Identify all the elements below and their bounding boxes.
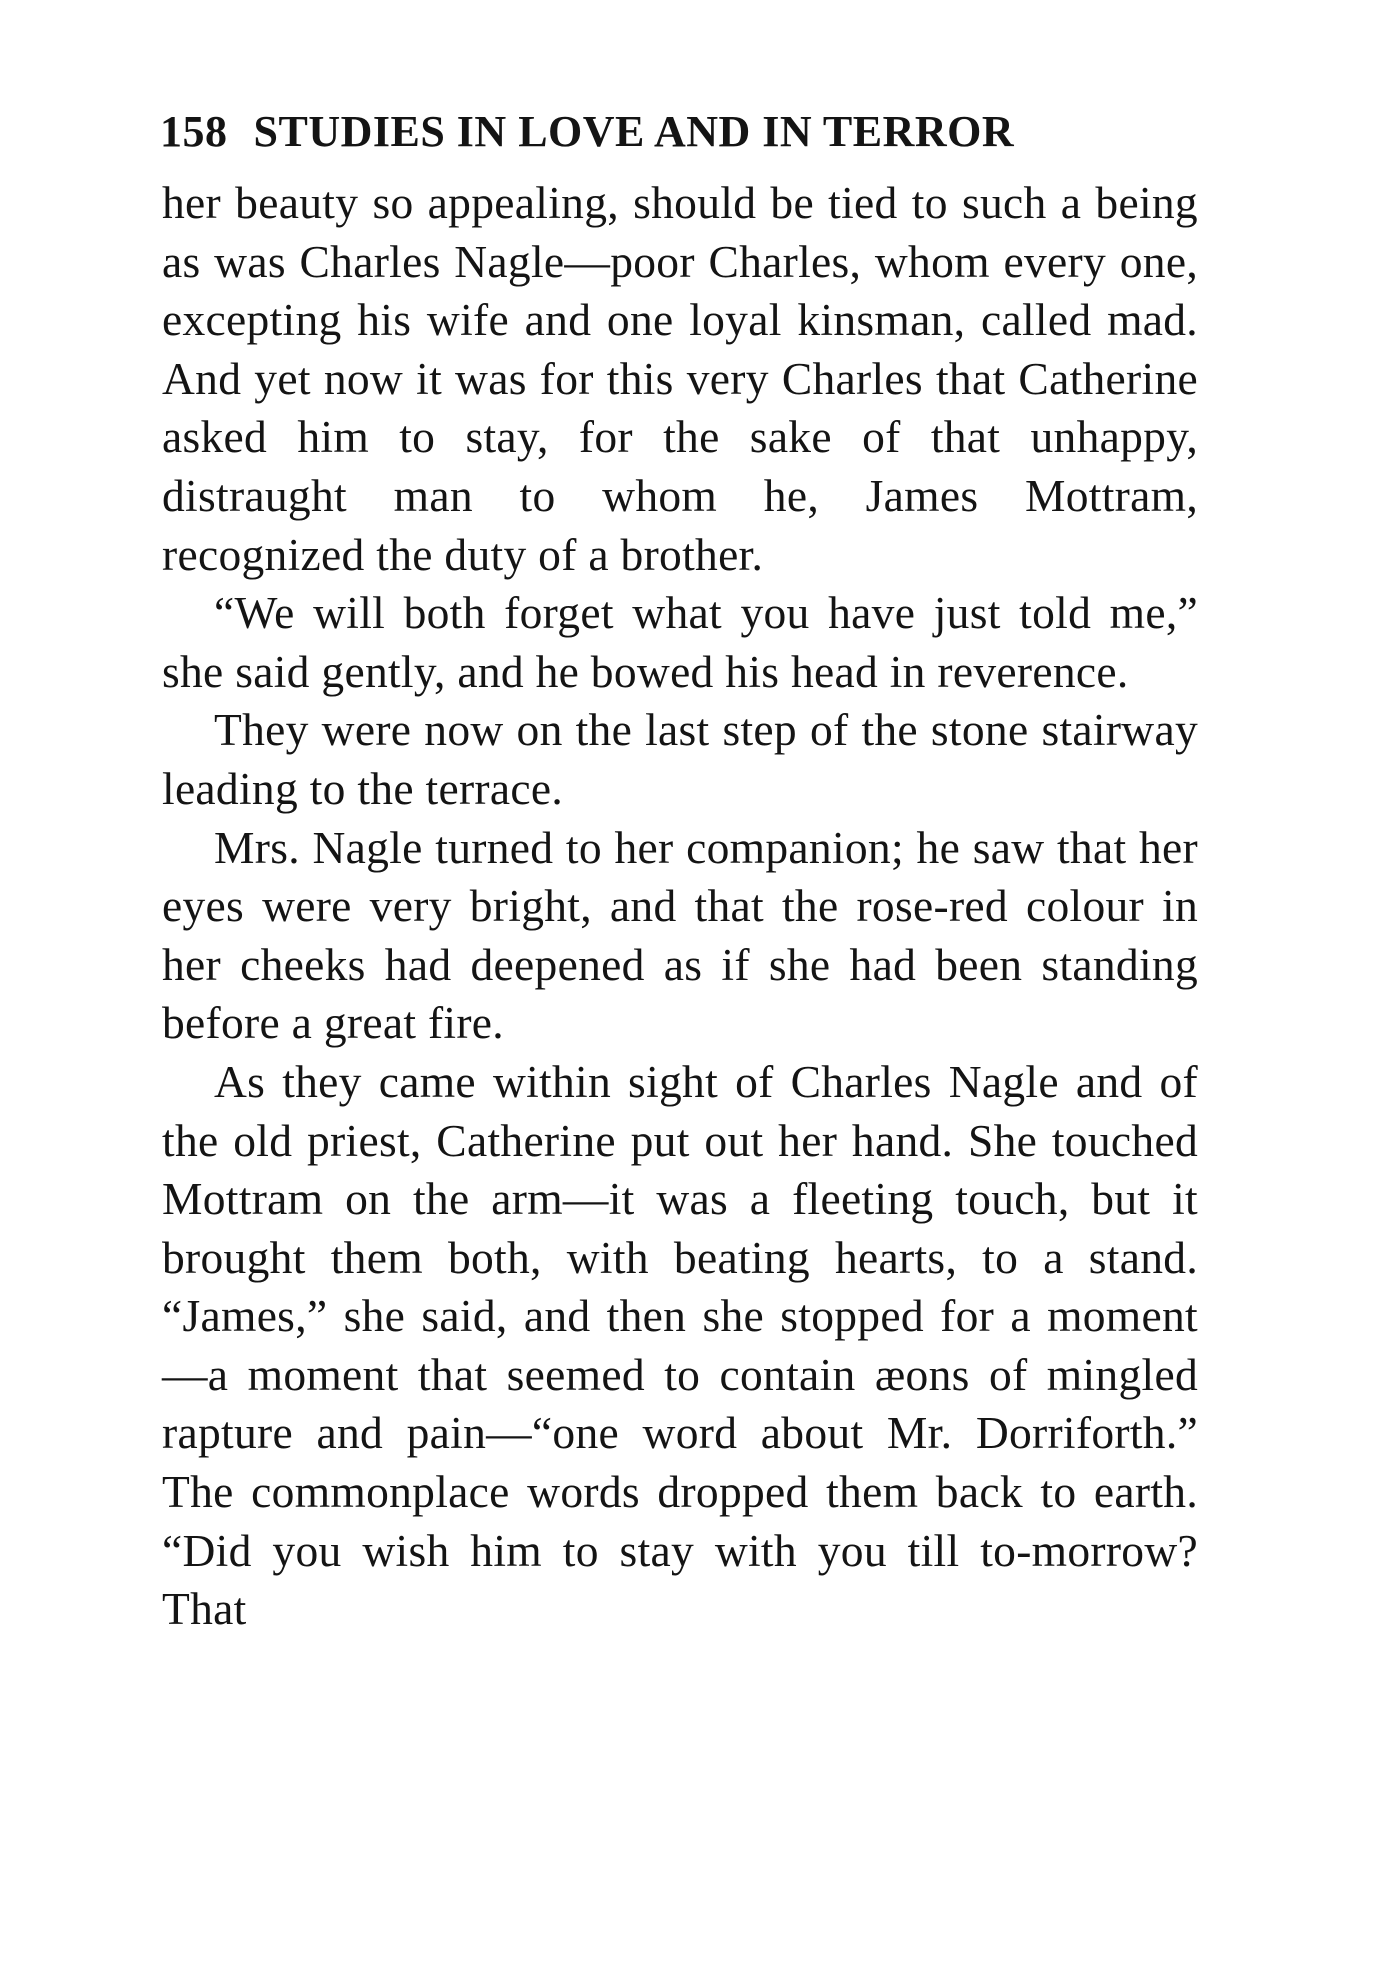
paragraph: her beauty so appealing, should be tied to such a being as was Charles Nagle—poor Charles, whom every one, excepting his wife and one loyal kinsman, called mad. And yet now it was for this very Charles that Catherine asked him to stay, for the sake of that unhappy, distraught man to whom he, James Mottram, recognized the duty of a brother. — [162, 177, 1198, 580]
body-text — [162, 174, 1198, 1639]
paragraph: “We will both forget what you have just told me,” she said gently, and he bowed his head in reverence. — [162, 587, 1198, 697]
paragraph: Mrs. Nagle turned to her companion; he saw that her eyes were very bright, and that the rose-red colour in her cheeks had deepened as if she had been standing before a great fire. — [162, 821, 1198, 1049]
paragraph: As they came within sight of Charles Nagle and of the old priest, Catherine put out her hand. She touched Mottram on the arm—it was a fleeting touch, but it brought them both, with beating hearts, to a stand. “James,” she said, and then she stopped for a moment —a moment that seemed to contain æons of mingled rapture and pain—“one word about Mr. Dorriforth.” The commonplace words dropped them back to earth. “Did you wish him to stay with you till to-morrow? That — [162, 1055, 1198, 1635]
paragraph: They were now on the last step of the stone stairway leading to the terrace. — [162, 704, 1198, 814]
running-head — [160, 104, 1200, 160]
running-title: STUDIES IN LOVE AND IN TERROR — [253, 107, 1015, 156]
page-number: 158 — [160, 107, 228, 156]
